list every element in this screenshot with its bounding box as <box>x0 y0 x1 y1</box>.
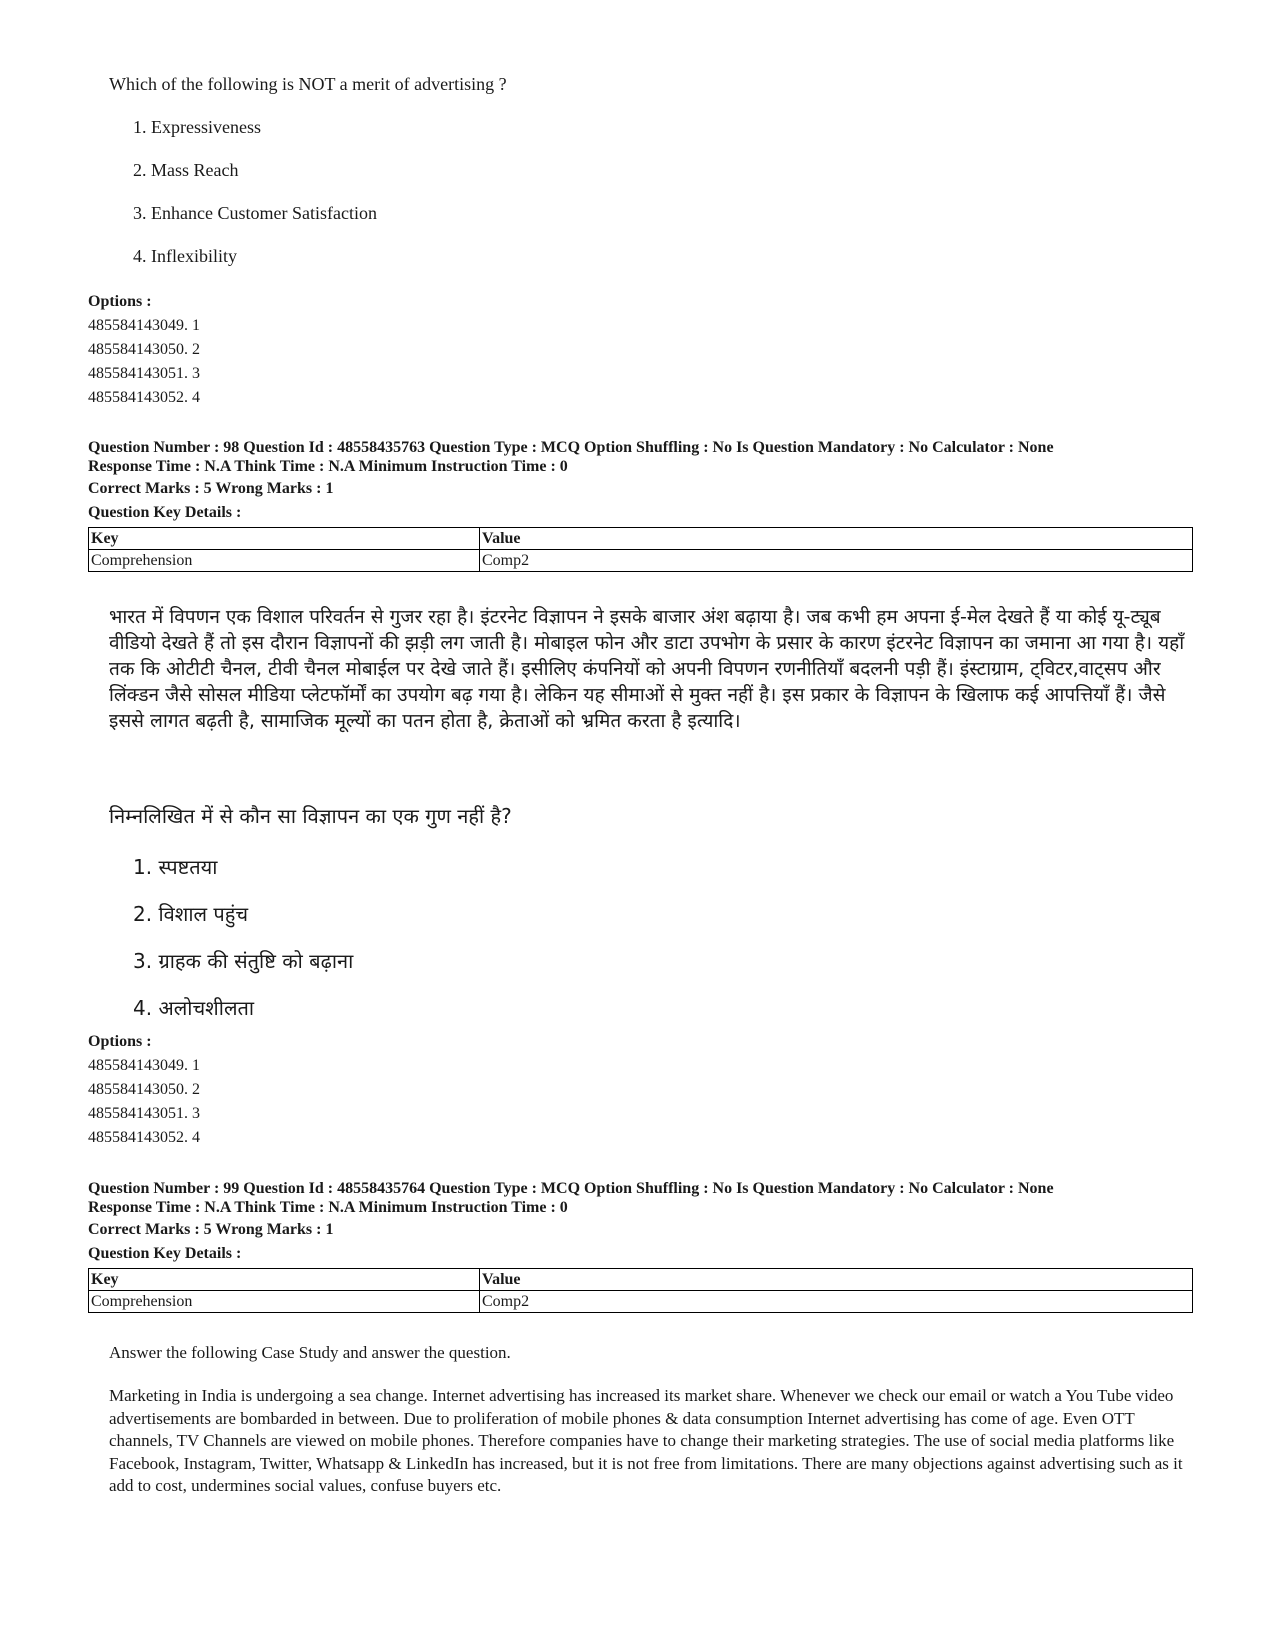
option-id-3: 485584143051. 3 <box>88 365 200 382</box>
case-study-instruction: Answer the following Case Study and answer the question. <box>109 1343 511 1362</box>
question-98-meta-line2: Response Time : N.A Think Time : N.A Minimum Instruction Time : 0 <box>88 458 568 475</box>
hindi-choice-1: 1. स्पष्टतया <box>133 855 218 879</box>
options-block-98 <box>88 1030 200 1150</box>
choice-4: 4. Inflexibility <box>133 246 237 266</box>
key-cell: Comprehension <box>89 1291 480 1313</box>
question-98-marks: Correct Marks : 5 Wrong Marks : 1 <box>88 480 334 497</box>
option-id-4: 485584143052. 4 <box>88 1129 200 1146</box>
question-97-text: Which of the following is NOT a merit of advertising ? <box>109 74 507 94</box>
option-id-3: 485584143051. 3 <box>88 1105 200 1122</box>
option-id-2: 485584143050. 2 <box>88 1081 200 1098</box>
question-98-key-table <box>88 527 1193 572</box>
hindi-passage: भारत में विपणन एक विशाल परिवर्तन से गुजर रहा है। इंटरनेट विज्ञापन ने इसके बाजार अंश बढ़ाया है। जब कभी हम अपना ई-मेल देखते हैं या कोई यू-ट्यूब वीडियो देखते हैं तो इस दौरान विज्ञापनों की झड़ी लग जाती है। मोबाइल फोन और डाटा उपभोग के प्रसार के कारण इंटरनेट विज्ञापन का जमाना आ गया है। यहाँ तक कि ओटीटी चैनल, टीवी चैनल मोबाईल पर देखे जाते हैं। इसीलिए कंपनियों को अपनी विपणन रणनीतियाँ बदलनी पड़ी हैं। इंस्टाग्राम, ट्विटर,वाट्सप और लिंक्डन जैसे सोसल मीडिया प्लेटफॉर्मों का उपयोग बढ़ गया है। लेकिन यह सीमाओं से मुक्त नहीं है। इस प्रकार के विज्ञापन के खिलाफ कई आपत्तियाँ हैं। जैसे इससे लागत बढ़ती है, सामाजिक मूल्यों का पतन होता है, क्रेताओं को भ्रमित करता है इत्यादि। <box>109 606 1185 732</box>
question-99-key-details-label: Question Key Details : <box>88 1245 242 1262</box>
options-label: Options : <box>88 293 152 310</box>
english-passage: Marketing in India is undergoing a sea change. Internet advertising has increased its market share. Whenever we check our email or watch a You Tube video advertisements are bombarded in between. Due to proliferation of mobile phones & data consumption Internet advertising has come of age. Even OTT channels, TV Channels are viewed on mobile phones. Therefore companies have to change their marketing strategies. The use of social media platforms like Facebook, Instagram, Twitter, Whatsapp & LinkedIn has increased, but it is not free from limitations. There are many objections against advertising such as it add to cost, undermines social values, confuse buyers etc. <box>109 1386 1183 1495</box>
value-cell: Comp2 <box>480 550 1193 572</box>
question-99-marks: Correct Marks : 5 Wrong Marks : 1 <box>88 1221 334 1238</box>
option-id-2: 485584143050. 2 <box>88 341 200 358</box>
question-98-key-details-label: Question Key Details : <box>88 504 242 521</box>
value-header: Value <box>480 1269 1193 1291</box>
question-99-key-table <box>88 1268 1193 1313</box>
choice-1: 1. Expressiveness <box>133 117 261 137</box>
question-99-meta-line2: Response Time : N.A Think Time : N.A Minimum Instruction Time : 0 <box>88 1199 568 1216</box>
option-id-1: 485584143049. 1 <box>88 1057 200 1074</box>
option-id-4: 485584143052. 4 <box>88 389 200 406</box>
options-block-97 <box>88 290 200 410</box>
options-label: Options : <box>88 1033 152 1050</box>
choice-2: 2. Mass Reach <box>133 160 239 180</box>
question-98-meta-line1: Question Number : 98 Question Id : 48558435763 Question Type : MCQ Option Shuffling : No Is Question Mandatory : No Calculator : None <box>88 439 1054 456</box>
hindi-choice-3: 3. ग्राहक की संतुष्टि को बढ़ाना <box>133 949 354 973</box>
key-header: Key <box>89 528 480 550</box>
key-cell: Comprehension <box>89 550 480 572</box>
hindi-question: निम्नलिखित में से कौन सा विज्ञापन का एक गुण नहीं है? <box>109 804 512 828</box>
hindi-choice-2: 2. विशाल पहुंच <box>133 902 249 926</box>
value-header: Value <box>480 528 1193 550</box>
choice-3: 3. Enhance Customer Satisfaction <box>133 203 377 223</box>
key-header: Key <box>89 1269 480 1291</box>
hindi-choice-4: 4. अलोचशीलता <box>133 996 255 1020</box>
question-99-meta-line1: Question Number : 99 Question Id : 48558435764 Question Type : MCQ Option Shuffling : No Is Question Mandatory : No Calculator : None <box>88 1180 1054 1197</box>
value-cell: Comp2 <box>480 1291 1193 1313</box>
option-id-1: 485584143049. 1 <box>88 317 200 334</box>
